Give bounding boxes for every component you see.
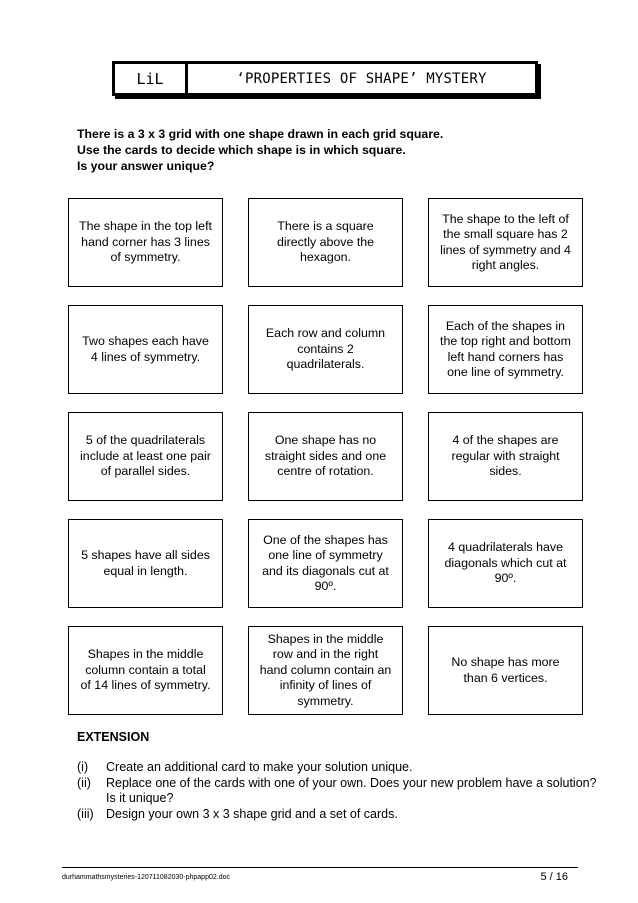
title-tag: LiL <box>115 64 188 93</box>
page-title: ‘PROPERTIES OF SHAPE’ MYSTERY <box>236 70 487 87</box>
intro-line: Use the cards to decide which shape is in which square. <box>77 143 406 157</box>
intro-text <box>77 126 577 174</box>
card-grid <box>68 198 571 716</box>
clue-card: The shape in the top left hand corner has 3 lines of symmetry. <box>68 198 223 287</box>
clue-card: Each of the shapes in the top right and bottom left hand corners has one line of symmetry. <box>428 305 583 394</box>
clue-card: 5 of the quadrilaterals include at least one pair of parallel sides. <box>68 412 223 501</box>
extension-item-number: (ii) <box>77 775 91 790</box>
footer-filename: durhammathsmysteries-120711082030-phpapp02.doc <box>62 874 230 881</box>
extension-heading: EXTENSION <box>77 730 150 744</box>
clue-card: Two shapes each have 4 lines of symmetry. <box>68 305 223 394</box>
page-number: 5 / 16 <box>540 871 568 883</box>
footer-divider <box>62 867 578 868</box>
extension-list <box>77 760 597 822</box>
clue-card: Shapes in the middle column contain a total of 14 lines of symmetry. <box>68 626 223 715</box>
clue-card: 4 of the shapes are regular with straight sides. <box>428 412 583 501</box>
clue-card: No shape has more than 6 vertices. <box>428 626 583 715</box>
extension-item <box>77 776 597 807</box>
clue-card: There is a square directly above the hexagon. <box>248 198 403 287</box>
clue-card: Each row and column contains 2 quadrilaterals. <box>248 305 403 394</box>
title-bar <box>112 61 538 96</box>
clue-card: 5 shapes have all sides equal in length. <box>68 519 223 608</box>
intro-line: Is your answer unique? <box>77 159 215 173</box>
clue-card: One of the shapes has one line of symmetry and its diagonals cut at 90º. <box>248 519 403 608</box>
extension-item-text: Create an additional card to make your solution unique. <box>106 760 413 774</box>
extension-item-number: (i) <box>77 760 89 774</box>
extension-item-text: Design your own 3 x 3 shape grid and a set of cards. <box>106 806 398 821</box>
extension-item <box>77 760 597 776</box>
extension-item-number: (iii) <box>77 806 94 821</box>
clue-card: Shapes in the middle row and in the right hand column contain an infinity of lines of symmetry. <box>248 626 403 715</box>
intro-line: There is a 3 x 3 grid with one shape drawn in each grid square. <box>77 127 444 141</box>
extension-item-text: Replace one of the cards with one of your own. Does your new problem have a solution? Is it unique? <box>106 775 597 805</box>
extension-item <box>77 807 597 823</box>
clue-card: The shape to the left of the small square has 2 lines of symmetry and 4 right angles. <box>428 198 583 287</box>
clue-card: 4 quadrilaterals have diagonals which cut at 90º. <box>428 519 583 608</box>
clue-card: One shape has no straight sides and one centre of rotation. <box>248 412 403 501</box>
